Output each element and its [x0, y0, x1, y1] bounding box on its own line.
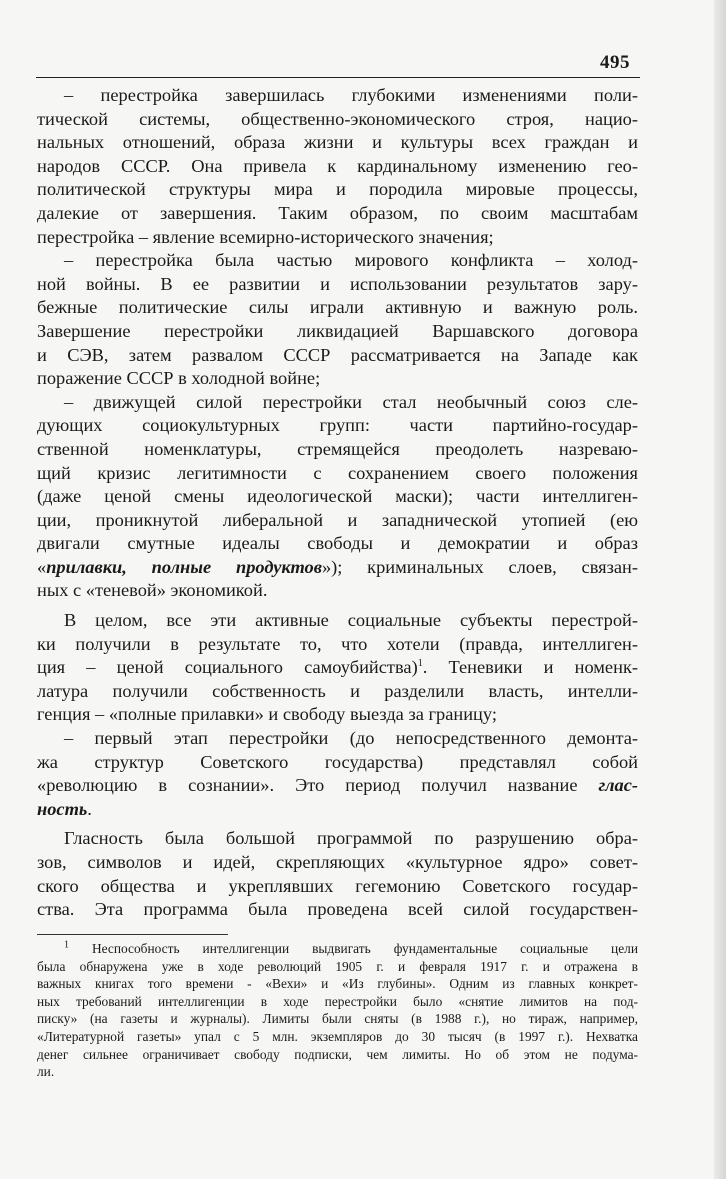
text-run: «Литературной газеты» упал с 5 млн. экземпляров до 30 тысяч (в 1997 г.). Нехватка: [37, 1028, 638, 1044]
text-line: [37, 656, 638, 680]
text-line: [37, 202, 638, 226]
text-line: [37, 108, 638, 132]
text-run: ных с «теневой» экономикой.: [37, 580, 268, 601]
text-line: [37, 875, 638, 899]
footnote-line: [37, 1028, 638, 1046]
text-line: [37, 344, 638, 368]
footnote-line: [37, 1046, 638, 1064]
text-run: и СЭВ, затем развалом СССР рассматривается на Западе как: [37, 344, 638, 365]
text-run: (даже ценой смены идеологической маски); части интеллиген-: [37, 486, 638, 507]
footnote-line: [37, 1010, 638, 1028]
text-line: [37, 532, 638, 556]
text-run: поражение СССР в холодной войне;: [37, 368, 321, 389]
text-run: денег сильнее ограничивает свободу подписки, чем лимиты. Но об этом не подума-: [37, 1046, 638, 1062]
text-run: ция – ценой социального самоубийства): [37, 657, 418, 678]
text-run: важных книгах того времени - «Вехи» и «Из глубины». Одним из главных конкрет-: [37, 976, 638, 992]
text-run: ных требований интеллигенции в ходе перестройки было «снятие лимитов на под-: [37, 993, 638, 1009]
text-run: писку» (на газеты и журналы). Лимиты были сняты (в 1988 г.), но тираж, например,: [37, 1011, 638, 1027]
text-line: [37, 898, 638, 922]
text-run: была обнаружена уже в ходе революций 1905 г. и февраля 1917 г. и отражена в: [37, 958, 638, 974]
text-line: [37, 798, 638, 822]
text-run: – перестройка была частью мирового конфликта – холод-: [64, 250, 638, 271]
footnote-line: [37, 975, 638, 993]
text-line: [37, 84, 638, 108]
text-line: [37, 774, 638, 798]
text-run: . Теневики и номенк-: [422, 657, 639, 678]
emphasized-text: ность: [37, 798, 88, 819]
text-line: [37, 827, 638, 851]
footnote-separator: [37, 934, 228, 935]
text-line: [37, 556, 638, 580]
text-run: латура получили собственность и разделили власть, интелли-: [37, 680, 638, 701]
text-line: [37, 851, 638, 875]
text-run: ки получили в результате то, что хотели (правда, интеллиген-: [37, 633, 638, 654]
header-rule: [36, 77, 640, 78]
text-line: [37, 178, 638, 202]
footnote-line: [37, 958, 638, 976]
page-edge-shadow: [714, 0, 726, 1179]
text-line: [37, 633, 638, 657]
footnote-marker: 1: [417, 658, 423, 670]
footnote-line: [37, 993, 638, 1011]
text-run: Гласность была большой программой по разрушению обра-: [64, 828, 638, 849]
text-line: [37, 438, 638, 462]
text-line: [37, 680, 638, 704]
text-line: [37, 414, 638, 438]
text-run: бежные политические силы играли активную и важную роль.: [37, 297, 638, 318]
text-run: жа структур Советского государства) представлял собой: [37, 751, 638, 772]
text-run: .: [87, 798, 92, 819]
page-number: 495: [600, 52, 630, 73]
text-line: [37, 391, 638, 415]
text-run: ции, проникнутой либеральной и западнической утопией (ею: [37, 509, 638, 530]
text-run: генция – «полные прилавки» и свободу выезда за границу;: [37, 704, 497, 725]
text-run: Неспособность интеллигенции выдвигать фундаментальные социальные цели: [69, 941, 638, 956]
text-line: [37, 609, 638, 633]
text-run: тической системы, общественно-экономического строя, нацио-: [37, 108, 638, 129]
text-run: ственной номенклатуры, стремящейся преодолеть назреваю-: [37, 438, 638, 459]
text-run: далекие от завершения. Таким образом, по своим масштабам: [37, 202, 638, 223]
footnote-line: [37, 940, 638, 958]
footnote: [37, 940, 638, 1081]
text-run: «революцию в сознании». Это период получил название: [37, 775, 599, 796]
text-run: двигали смутные идеалы свободы и демократии и образ: [37, 533, 638, 554]
text-run: ского общества и укреплявших гегемонию Советского государ-: [37, 875, 638, 896]
text-line: [37, 296, 638, 320]
text-line: [37, 226, 638, 250]
text-run: ли.: [37, 1064, 55, 1080]
text-run: нальных отношений, образа жизни и культуры всех граждан и: [37, 132, 638, 153]
main-text: [37, 84, 638, 922]
text-run: – движущей силой перестройки стал необычный союз сле-: [64, 391, 638, 412]
text-line: [37, 509, 638, 533]
text-line: [37, 249, 638, 273]
text-run: »); криминальных слоев, связан-: [321, 556, 638, 577]
text-line: [37, 367, 638, 391]
text-run: «: [37, 556, 47, 577]
text-run: ной войны. В ее развитии и использовании результатов зару-: [37, 273, 638, 294]
text-run: щий кризис легитимности с сохранением своего положения: [37, 462, 638, 483]
text-line: [37, 485, 638, 509]
text-line: [37, 751, 638, 775]
footnote-marker: 1: [64, 939, 69, 951]
text-line: [37, 131, 638, 155]
text-line: [37, 462, 638, 486]
text-run: – первый этап перестройки (до непосредственного демонта-: [64, 728, 638, 749]
emphasized-text: прилавки, полные продуктов: [46, 556, 322, 577]
text-run: народов СССР. Она привела к кардинальному изменению гео-: [37, 155, 638, 176]
text-run: зов, символов и идей, скрепляющих «культурное ядро» совет-: [37, 852, 638, 872]
text-run: В целом, все эти активные социальные субъекты перестрой-: [64, 610, 638, 631]
text-run: перестройка – явление всемирно-исторического значения;: [37, 226, 494, 247]
text-line: [37, 703, 638, 727]
text-line: [37, 273, 638, 297]
text-run: Завершение перестройки ликвидацией Варшавского договора: [37, 320, 638, 341]
text-run: политической структуры мира и породила мировые процессы,: [37, 179, 638, 200]
text-run: – перестройка завершилась глубокими изменениями поли-: [64, 85, 638, 105]
text-line: [37, 727, 638, 751]
text-line: [37, 579, 638, 603]
text-line: [37, 155, 638, 179]
footnote-line: [37, 1063, 638, 1081]
text-run: ства. Эта программа была проведена всей силой государствен-: [37, 899, 638, 920]
emphasized-text: глас-: [598, 775, 638, 796]
text-run: дующих социокультурных групп: части партийно-государ-: [37, 415, 638, 436]
text-line: [37, 320, 638, 344]
